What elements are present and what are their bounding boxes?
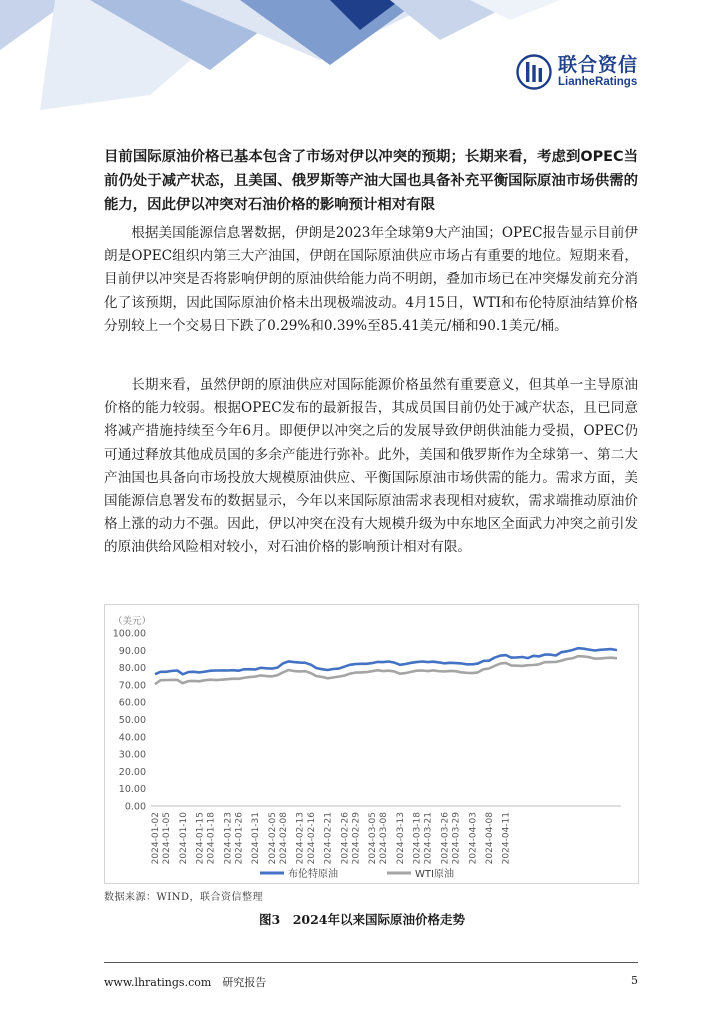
footer-divider bbox=[104, 962, 638, 963]
x-tick-label: 2024-03-18 bbox=[412, 812, 423, 865]
logo-name-cn: 联合资信 bbox=[558, 54, 639, 76]
x-tick-label: 2024-01-05 bbox=[162, 812, 173, 865]
lead-paragraph: 目前国际原油价格已基本包含了市场对伊以冲突的预期；长期来看，考虑到OPEC当前仍处于减产状态，且美国、俄罗斯等产油大国也具备补充平衡国际原油市场供需的能力，因此伊以冲突对石油价格的影响预计相对有限 bbox=[104, 149, 638, 213]
y-tick-label: 0.00 bbox=[124, 801, 146, 813]
y-tick-label: 100.00 bbox=[112, 628, 146, 640]
y-tick-label: 70.00 bbox=[118, 680, 146, 692]
legend-label-brent: 布伦特原油 bbox=[288, 869, 338, 880]
lianhe-logo-icon bbox=[516, 54, 552, 90]
y-tick-label: 50.00 bbox=[118, 715, 146, 726]
figure-caption: 图3 2024年以来国际原油价格走势 bbox=[259, 912, 465, 927]
x-tick-label: 2024-03-29 bbox=[451, 812, 462, 865]
y-tick-label: 40.00 bbox=[118, 732, 146, 744]
x-tick-label: 2024-01-23 bbox=[223, 812, 234, 865]
x-tick-label: 2024-02-05 bbox=[267, 812, 278, 865]
y-tick-label: 30.00 bbox=[118, 749, 146, 761]
x-tick-label: 2024-02-29 bbox=[351, 812, 362, 865]
body-paragraph-1: 根据美国能源信息署数据，伊朗是2023年全球第9大产油国；OPEC报告显示目前伊朗是OPEC组织内第三大产油国，伊朗在国际原油供应市场占有重要的地位。短期来看，目前伊以冲突是否将影响伊朗的原油供给能力尚不明朗，叠加市场已在冲突爆发前充分消化了该预期，因此国际原油价格未出现极端波动。4月15日，WTI和布伦特原油结算价格分别较上一个交易日下跌了0.29%和0.39%至85.41美元/桶和90.1美元/桶。 bbox=[104, 225, 638, 334]
legend-label-wti: WTI原油 bbox=[415, 869, 454, 880]
x-tick-label: 2024-03-13 bbox=[395, 812, 406, 865]
x-tick-label: 2024-03-05 bbox=[368, 812, 379, 865]
x-tick-label: 2024-02-16 bbox=[306, 812, 317, 865]
footer-site: www.lhratings.com 研究报告 bbox=[104, 976, 267, 989]
x-tick-label: 2024-02-13 bbox=[295, 812, 306, 865]
x-tick-label: 2024-01-02 bbox=[151, 812, 161, 865]
x-tick-label: 2024-01-18 bbox=[206, 812, 217, 865]
x-tick-label: 2024-03-08 bbox=[379, 812, 390, 865]
y-tick-label: 10.00 bbox=[118, 784, 146, 796]
x-tick-label: 2024-01-15 bbox=[195, 812, 206, 865]
y-axis-unit: （美元） bbox=[113, 616, 152, 627]
oil-price-chart bbox=[104, 604, 639, 884]
x-tick-label: 2024-01-26 bbox=[234, 812, 245, 865]
x-tick-label: 2024-03-21 bbox=[423, 812, 434, 865]
oil-price-chart-svg bbox=[105, 605, 638, 883]
logo-name-en: LianheRatings bbox=[558, 76, 638, 88]
y-tick-label: 60.00 bbox=[118, 697, 146, 709]
lianhe-logo bbox=[516, 54, 638, 90]
page-number: 5 bbox=[631, 974, 638, 987]
x-tick-label: 2024-04-03 bbox=[468, 812, 479, 865]
x-tick-label: 2024-02-26 bbox=[340, 812, 351, 865]
x-tick-label: 2024-02-08 bbox=[279, 812, 290, 865]
body-paragraph-2: 长期来看，虽然伊朗的原油供应对国际能源价格虽然有重要意义，但其单一主导原油价格的能力较弱。根据OPEC发布的最新报告，其成员国目前仍处于减产状态，且已同意将减产措施持续至今年6月。即便伊以冲突之后的发展导致伊朗供油能力受损，OPEC仍可通过释放其他成员国的多余产能进行弥补。此外，美国和俄罗斯作为全球第一、第二大产油国也具备向市场投放大规模原油供应、平衡国际原油市场供需的能力。需求方面，美国能源信息署发布的数据显示，今年以来国际原油需求表现相对疲软，需求端推动原油价格上涨的动力不强。因此，伊以冲突在没有大规模升级为中东地区全面武力冲突之前引发的原油供给风险相对较小，对石油价格的影响预计相对有限。 bbox=[104, 377, 638, 556]
y-tick-label: 90.00 bbox=[118, 645, 146, 657]
x-tick-label: 2024-01-31 bbox=[251, 812, 262, 865]
x-tick-label: 2024-02-21 bbox=[323, 812, 334, 865]
x-tick-label: 2024-03-26 bbox=[440, 812, 451, 865]
x-tick-label: 2024-04-11 bbox=[501, 812, 512, 865]
y-tick-label: 20.00 bbox=[118, 766, 146, 778]
y-tick-label: 80.00 bbox=[118, 663, 146, 675]
x-tick-label: 2024-01-10 bbox=[178, 812, 189, 865]
source-note: 数据来源：WIND，联合资信整理 bbox=[104, 892, 263, 903]
x-tick-label: 2024-04-08 bbox=[484, 812, 495, 865]
